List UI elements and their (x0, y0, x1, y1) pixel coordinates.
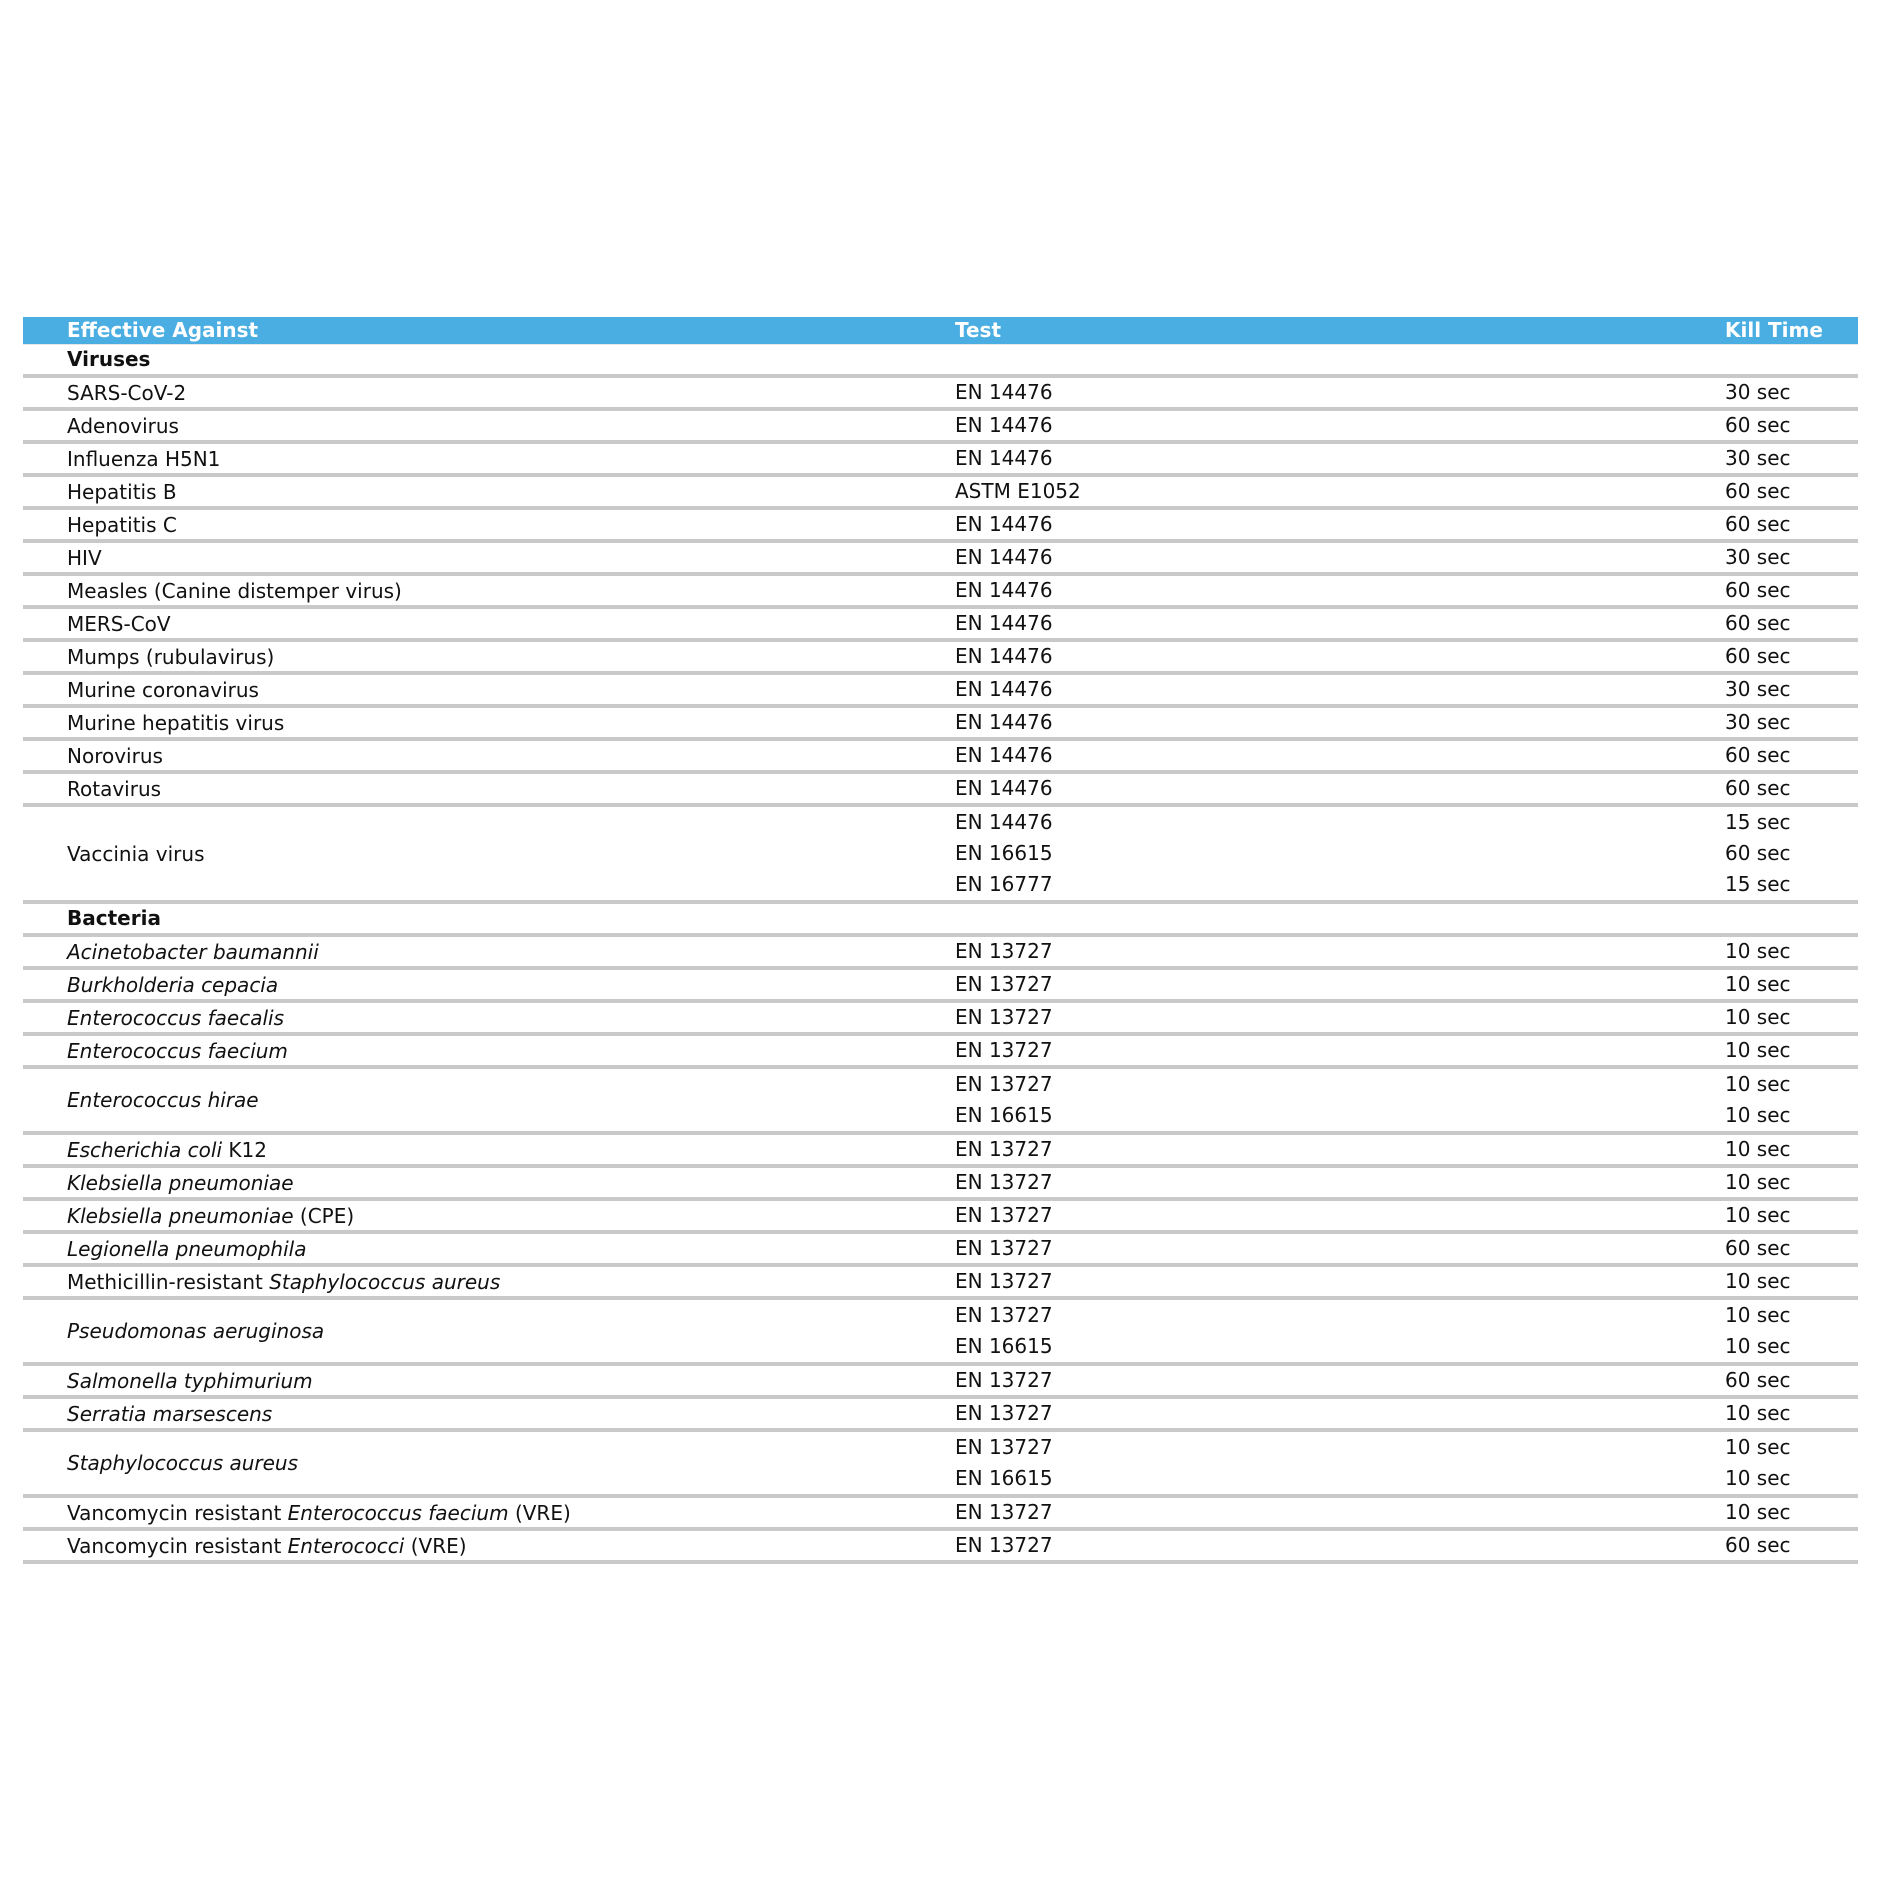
test-cell: EN 14476 (955, 413, 1053, 437)
organism-cell: HIV (67, 545, 102, 570)
table-row (23, 807, 1858, 904)
row-entries (955, 576, 1858, 605)
column-header-test: Test (955, 318, 1002, 342)
kill-time-cell: 10 sec (1725, 939, 1791, 963)
kill-time-cell: 30 sec (1725, 545, 1791, 569)
organism-cell: Vaccinia virus (67, 841, 205, 866)
test-cell: EN 14476 (955, 810, 1053, 834)
test-cell: EN 13727 (955, 1203, 1053, 1227)
kill-time-cell: 10 sec (1725, 1500, 1791, 1524)
row-entry (955, 838, 1858, 869)
test-cell: EN 14476 (955, 611, 1053, 635)
row-entries (955, 937, 1858, 966)
row-entries (955, 1168, 1858, 1197)
row-entry (955, 708, 1858, 737)
organism-cell: Escherichia coli K12 (67, 1137, 267, 1162)
row-entry (955, 970, 1858, 999)
row-entries (955, 1498, 1858, 1527)
table-row (23, 774, 1858, 807)
table-row (23, 1036, 1858, 1069)
test-cell: ASTM E1052 (955, 479, 1081, 503)
row-entry (955, 378, 1858, 407)
test-cell: EN 13727 (955, 1435, 1053, 1459)
rows-container (23, 345, 1858, 1564)
organism-cell: Hepatitis B (67, 479, 177, 504)
test-cell: EN 14476 (955, 644, 1053, 668)
organism-cell: Pseudomonas aeruginosa (67, 1319, 325, 1343)
row-entries (955, 378, 1858, 407)
test-cell: EN 14476 (955, 710, 1053, 734)
test-cell: EN 16777 (955, 872, 1053, 896)
organism-cell: Staphylococcus aureus (67, 1451, 299, 1475)
table-row (23, 1432, 1858, 1498)
kill-time-cell: 60 sec (1725, 1236, 1791, 1260)
kill-time-cell: 10 sec (1725, 1137, 1791, 1161)
row-entries (955, 1267, 1858, 1296)
organism-cell: Acinetobacter baumannii (67, 939, 319, 964)
organism-cell: Murine hepatitis virus (67, 710, 285, 735)
table-row (23, 642, 1858, 675)
kill-time-cell: 10 sec (1725, 1401, 1791, 1425)
row-entries (955, 1135, 1858, 1164)
test-cell: EN 16615 (955, 1334, 1053, 1358)
row-entries (955, 774, 1858, 803)
row-entries (955, 1432, 1858, 1494)
row-entry (955, 1201, 1858, 1230)
table-row (23, 1531, 1858, 1564)
organism-cell: Mumps (rubulavirus) (67, 644, 275, 669)
organism-cell: Vancomycin resistant Enterococcus faecium (VRE) (67, 1500, 571, 1525)
row-entry (955, 937, 1858, 966)
kill-time-cell: 10 sec (1725, 1466, 1791, 1490)
test-cell: EN 13727 (955, 1269, 1053, 1293)
section-header: Viruses (23, 345, 1858, 378)
kill-time-cell: 60 sec (1725, 743, 1791, 767)
organism-cell: Enterococcus faecium (67, 1038, 288, 1063)
row-entries (955, 510, 1858, 539)
organism-cell: Vancomycin resistant Enterococci (VRE) (67, 1533, 467, 1558)
table-row (23, 576, 1858, 609)
test-cell: EN 14476 (955, 743, 1053, 767)
organism-cell: Salmonella typhimurium (67, 1368, 313, 1393)
organism-cell: Measles (Canine distemper virus) (67, 578, 402, 603)
row-entries (955, 1234, 1858, 1263)
row-entry (955, 1036, 1858, 1065)
row-entries (955, 675, 1858, 704)
kill-time-cell: 60 sec (1725, 776, 1791, 800)
kill-time-cell: 15 sec (1725, 872, 1791, 896)
organism-cell: SARS-CoV-2 (67, 380, 187, 405)
row-entry (955, 576, 1858, 605)
test-cell: EN 13727 (955, 972, 1053, 996)
row-entries (955, 411, 1858, 440)
test-cell: EN 13727 (955, 1170, 1053, 1194)
kill-time-cell: 60 sec (1725, 841, 1791, 865)
row-entry (955, 741, 1858, 770)
row-entries (955, 1366, 1858, 1395)
row-entries (955, 708, 1858, 737)
row-entries (955, 1399, 1858, 1428)
kill-time-cell: 10 sec (1725, 1038, 1791, 1062)
test-cell: EN 14476 (955, 446, 1053, 470)
kill-time-cell: 30 sec (1725, 710, 1791, 734)
kill-time-cell: 60 sec (1725, 1368, 1791, 1392)
test-cell: EN 13727 (955, 939, 1053, 963)
test-cell: EN 13727 (955, 1005, 1053, 1029)
section-header: Bacteria (23, 904, 1858, 937)
row-entry (955, 1498, 1858, 1527)
table-row (23, 1234, 1858, 1267)
organism-cell: Norovirus (67, 743, 163, 768)
kill-time-cell: 10 sec (1725, 1435, 1791, 1459)
table-row (23, 477, 1858, 510)
test-cell: EN 13727 (955, 1533, 1053, 1557)
row-entry (955, 869, 1858, 900)
row-entry (955, 1432, 1858, 1463)
efficacy-table (23, 317, 1858, 1564)
table-row (23, 1267, 1858, 1300)
row-entries (955, 1201, 1858, 1230)
kill-time-cell: 30 sec (1725, 446, 1791, 470)
test-cell: EN 16615 (955, 1466, 1053, 1490)
table-row (23, 1300, 1858, 1366)
row-entries (955, 1036, 1858, 1065)
organism-cell: Rotavirus (67, 776, 162, 801)
organism-cell: Methicillin-resistant Staphylococcus aureus (67, 1269, 501, 1294)
row-entry (955, 510, 1858, 539)
organism-cell: Klebsiella pneumoniae (67, 1170, 294, 1195)
row-entry (955, 1135, 1858, 1164)
column-header-effective-against: Effective Against (67, 318, 259, 342)
test-cell: EN 16615 (955, 1103, 1053, 1127)
kill-time-cell: 10 sec (1725, 1072, 1791, 1096)
kill-time-cell: 60 sec (1725, 1533, 1791, 1557)
test-cell: EN 14476 (955, 677, 1053, 701)
kill-time-cell: 60 sec (1725, 512, 1791, 536)
row-entry (955, 1300, 1858, 1331)
kill-time-cell: 10 sec (1725, 1303, 1791, 1327)
test-cell: EN 13727 (955, 1368, 1053, 1392)
row-entries (955, 1531, 1858, 1560)
row-entry (955, 1168, 1858, 1197)
table-row (23, 609, 1858, 642)
kill-time-cell: 60 sec (1725, 479, 1791, 503)
kill-time-cell: 10 sec (1725, 1269, 1791, 1293)
row-entries (955, 543, 1858, 572)
table-row (23, 708, 1858, 741)
organism-cell: Enterococcus faecalis (67, 1005, 284, 1030)
organism-cell: Burkholderia cepacia (67, 972, 279, 997)
row-entries (955, 970, 1858, 999)
row-entries (955, 807, 1858, 900)
test-cell: EN 13727 (955, 1072, 1053, 1096)
table-row (23, 543, 1858, 576)
kill-time-cell: 10 sec (1725, 1170, 1791, 1194)
kill-time-cell: 10 sec (1725, 1334, 1791, 1358)
row-entries (955, 609, 1858, 638)
kill-time-cell: 10 sec (1725, 1005, 1791, 1029)
row-entries (955, 1069, 1858, 1131)
row-entries (955, 642, 1858, 671)
organism-cell: Legionella pneumophila (67, 1236, 307, 1261)
row-entry (955, 411, 1858, 440)
table-header-row (23, 317, 1858, 345)
row-entry (955, 1234, 1858, 1263)
table-row (23, 1498, 1858, 1531)
table-row (23, 937, 1858, 970)
row-entries (955, 444, 1858, 473)
kill-time-cell: 30 sec (1725, 677, 1791, 701)
row-entry (955, 1331, 1858, 1362)
organism-cell: Klebsiella pneumoniae (CPE) (67, 1203, 355, 1228)
table-row (23, 675, 1858, 708)
row-entry (955, 543, 1858, 572)
row-entry (955, 1463, 1858, 1494)
organism-cell: Serratia marsescens (67, 1401, 273, 1426)
test-cell: EN 16615 (955, 841, 1053, 865)
table-row (23, 1135, 1858, 1168)
kill-time-cell: 15 sec (1725, 810, 1791, 834)
test-cell: EN 14476 (955, 512, 1053, 536)
table-row (23, 1399, 1858, 1432)
organism-cell: Adenovirus (67, 413, 179, 438)
table-row (23, 741, 1858, 774)
test-cell: EN 13727 (955, 1038, 1053, 1062)
row-entries (955, 741, 1858, 770)
test-cell: EN 13727 (955, 1303, 1053, 1327)
test-cell: EN 14476 (955, 578, 1053, 602)
row-entries (955, 477, 1858, 506)
kill-time-cell: 60 sec (1725, 644, 1791, 668)
column-header-kill-time: Kill Time (1725, 318, 1823, 342)
row-entry (955, 1003, 1858, 1032)
table-row (23, 1201, 1858, 1234)
table-row (23, 1069, 1858, 1135)
test-cell: EN 13727 (955, 1137, 1053, 1161)
organism-cell: Influenza H5N1 (67, 446, 221, 471)
row-entry (955, 774, 1858, 803)
organism-cell: MERS-CoV (67, 611, 171, 636)
kill-time-cell: 10 sec (1725, 1103, 1791, 1127)
kill-time-cell: 10 sec (1725, 1203, 1791, 1227)
table-row (23, 444, 1858, 477)
organism-cell: Murine coronavirus (67, 677, 259, 702)
kill-time-cell: 60 sec (1725, 413, 1791, 437)
table-row (23, 970, 1858, 1003)
table-row (23, 510, 1858, 543)
row-entry (955, 1531, 1858, 1560)
row-entry (955, 807, 1858, 838)
test-cell: EN 13727 (955, 1236, 1053, 1260)
row-entries (955, 1003, 1858, 1032)
row-entry (955, 675, 1858, 704)
row-entry (955, 1100, 1858, 1131)
row-entry (955, 477, 1858, 506)
test-cell: EN 13727 (955, 1500, 1053, 1524)
organism-cell: Enterococcus hirae (67, 1088, 259, 1112)
test-cell: EN 13727 (955, 1401, 1053, 1425)
test-cell: EN 14476 (955, 776, 1053, 800)
table-row (23, 378, 1858, 411)
kill-time-cell: 10 sec (1725, 972, 1791, 996)
row-entries (955, 1300, 1858, 1362)
table-row (23, 1168, 1858, 1201)
row-entry (955, 1069, 1858, 1100)
table-row (23, 411, 1858, 444)
row-entry (955, 1366, 1858, 1395)
row-entry (955, 444, 1858, 473)
test-cell: EN 14476 (955, 545, 1053, 569)
row-entry (955, 642, 1858, 671)
table-row (23, 1366, 1858, 1399)
row-entry (955, 609, 1858, 638)
kill-time-cell: 30 sec (1725, 380, 1791, 404)
organism-cell: Hepatitis C (67, 512, 177, 537)
row-entry (955, 1267, 1858, 1296)
table-row (23, 1003, 1858, 1036)
test-cell: EN 14476 (955, 380, 1053, 404)
kill-time-cell: 60 sec (1725, 578, 1791, 602)
kill-time-cell: 60 sec (1725, 611, 1791, 635)
row-entry (955, 1399, 1858, 1428)
